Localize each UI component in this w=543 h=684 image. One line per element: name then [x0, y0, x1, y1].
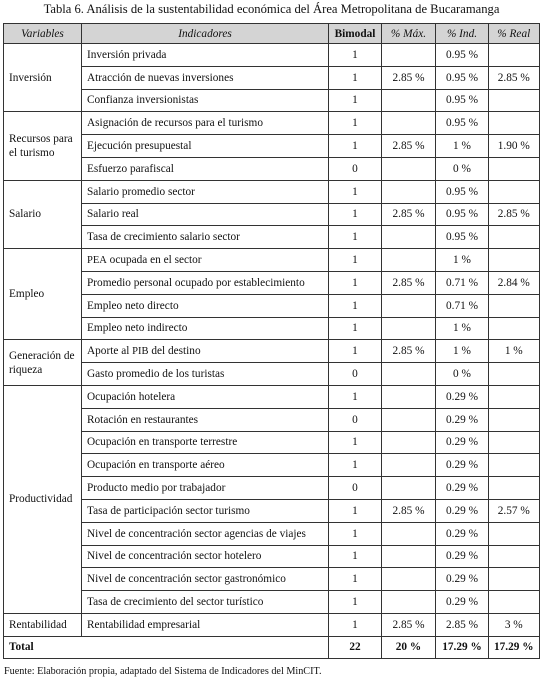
- real-cell: 3 %: [489, 613, 540, 636]
- ind-cell: 0 %: [436, 363, 489, 386]
- indicator-cell: Gasto promedio de los turistas: [82, 363, 329, 386]
- real-cell: [489, 568, 540, 591]
- header-real: % Real: [489, 24, 540, 44]
- table-body: [4, 44, 540, 659]
- max-cell: 2.85 %: [382, 271, 436, 294]
- ind-cell: 0.29 %: [436, 454, 489, 477]
- real-cell: [489, 226, 540, 249]
- bimodal-cell: 1: [329, 112, 382, 135]
- table-row: [4, 363, 540, 386]
- ind-cell: 1 %: [436, 340, 489, 363]
- bimodal-cell: 1: [329, 271, 382, 294]
- bimodal-cell: 1: [329, 385, 382, 408]
- table-row: [4, 545, 540, 568]
- max-cell: [382, 522, 436, 545]
- header-ind: % Ind.: [436, 24, 489, 44]
- max-cell: 2.85 %: [382, 66, 436, 89]
- source-note: Fuente: Elaboración propia, adaptado del Sistema de Indicadores del MinCIT.: [4, 666, 322, 677]
- indicator-cell: Empleo neto indirecto: [82, 317, 329, 340]
- table-row: [4, 271, 540, 294]
- table-row: [4, 44, 540, 67]
- indicator-cell: Ejecución presupuestal: [82, 135, 329, 158]
- max-cell: [382, 591, 436, 614]
- max-cell: [382, 454, 436, 477]
- ind-cell: 0.71 %: [436, 271, 489, 294]
- table-row: [4, 249, 540, 272]
- real-cell: [489, 431, 540, 454]
- variable-cell: Recursos para el turismo: [4, 112, 82, 180]
- indicator-cell: Nivel de concentración sector hotelero: [82, 545, 329, 568]
- table-row: [4, 568, 540, 591]
- bimodal-cell: 0: [329, 477, 382, 500]
- real-cell: [489, 180, 540, 203]
- ind-cell: 0.29 %: [436, 408, 489, 431]
- real-cell: [489, 545, 540, 568]
- variable-cell: Rentabilidad: [4, 613, 82, 636]
- table-row: [4, 66, 540, 89]
- bimodal-cell: 1: [329, 203, 382, 226]
- indicator-cell: Inversión privada: [82, 44, 329, 67]
- table-row: [4, 522, 540, 545]
- indicator-cell: Salario real: [82, 203, 329, 226]
- header-bimodal: Bimodal: [329, 24, 382, 44]
- bimodal-cell: 1: [329, 226, 382, 249]
- bimodal-cell: 0: [329, 408, 382, 431]
- indicator-cell: Asignación de recursos para el turismo: [82, 112, 329, 135]
- max-cell: 2.85 %: [382, 135, 436, 158]
- indicator-cell: Tasa de participación sector turismo: [82, 499, 329, 522]
- total-real: 17.29 %: [489, 636, 540, 658]
- ind-cell: 1 %: [436, 135, 489, 158]
- indicator-cell: Producto medio por trabajador: [82, 477, 329, 500]
- table-row: [4, 226, 540, 249]
- real-cell: [489, 44, 540, 67]
- ind-cell: 0 %: [436, 157, 489, 180]
- ind-cell: 0.29 %: [436, 385, 489, 408]
- table-row: [4, 89, 540, 112]
- indicator-cell: Atracción de nuevas inversiones: [82, 66, 329, 89]
- bimodal-cell: 0: [329, 363, 382, 386]
- real-cell: [489, 522, 540, 545]
- variable-cell: Generación de riqueza: [4, 340, 82, 386]
- table-row: [4, 613, 540, 636]
- variable-cell: Empleo: [4, 249, 82, 340]
- max-cell: [382, 249, 436, 272]
- max-cell: 2.85 %: [382, 613, 436, 636]
- indicator-cell: [82, 249, 329, 272]
- max-cell: [382, 157, 436, 180]
- total-ind: 17.29 %: [436, 636, 489, 658]
- max-cell: 2.85 %: [382, 340, 436, 363]
- indicator-cell: Tasa de crecimiento del sector turístico: [82, 591, 329, 614]
- ind-cell: 1 %: [436, 249, 489, 272]
- table-row: [4, 340, 540, 363]
- max-cell: [382, 180, 436, 203]
- max-cell: [382, 431, 436, 454]
- real-cell: [489, 454, 540, 477]
- indicator-cell: Ocupación hotelera: [82, 385, 329, 408]
- table-row: [4, 477, 540, 500]
- table-row: [4, 499, 540, 522]
- indicator-cell: Promedio personal ocupado por establecimiento: [82, 271, 329, 294]
- max-cell: [382, 226, 436, 249]
- indicator-cell: [82, 340, 329, 363]
- real-cell: [489, 317, 540, 340]
- sustainability-table: [3, 23, 540, 659]
- table-row: [4, 135, 540, 158]
- table-row: [4, 294, 540, 317]
- variable-cell: Productividad: [4, 385, 82, 613]
- total-max: 20 %: [382, 636, 436, 658]
- ind-cell: 0.95 %: [436, 112, 489, 135]
- real-cell: [489, 363, 540, 386]
- ind-cell: 0.29 %: [436, 499, 489, 522]
- real-cell: [489, 249, 540, 272]
- indicator-cell: Nivel de concentración sector gastronómico: [82, 568, 329, 591]
- acronym-text: PIB: [132, 346, 149, 358]
- table-row: [4, 203, 540, 226]
- table-row: [4, 431, 540, 454]
- total-label: Total: [4, 636, 329, 658]
- real-cell: 2.84 %: [489, 271, 540, 294]
- table-row: [4, 157, 540, 180]
- bimodal-cell: 1: [329, 89, 382, 112]
- table-row: [4, 317, 540, 340]
- indicator-cell: Tasa de crecimiento salario sector: [82, 226, 329, 249]
- table-row: [4, 180, 540, 203]
- real-cell: [489, 408, 540, 431]
- max-cell: [382, 363, 436, 386]
- bimodal-cell: 1: [329, 522, 382, 545]
- max-cell: [382, 112, 436, 135]
- indicator-cell: Confianza inversionistas: [82, 89, 329, 112]
- max-cell: 2.85 %: [382, 499, 436, 522]
- real-cell: [489, 89, 540, 112]
- ind-cell: 1 %: [436, 317, 489, 340]
- max-cell: 2.85 %: [382, 203, 436, 226]
- bimodal-cell: 1: [329, 135, 382, 158]
- bimodal-cell: 1: [329, 180, 382, 203]
- real-cell: [489, 477, 540, 500]
- indicator-text: Aporte al: [87, 345, 133, 358]
- bimodal-cell: 1: [329, 591, 382, 614]
- header-indicadores: Indicadores: [82, 24, 329, 44]
- header-row: [4, 24, 540, 44]
- table-row: [4, 385, 540, 408]
- bimodal-cell: 1: [329, 431, 382, 454]
- bimodal-cell: 1: [329, 249, 382, 272]
- bimodal-cell: 1: [329, 568, 382, 591]
- table-row: [4, 454, 540, 477]
- ind-cell: 0.29 %: [436, 591, 489, 614]
- table-caption: Tabla 6. Análisis de la sustentabilidad económica del Área Metropolitana de Bucaramanga: [43, 2, 500, 16]
- ind-cell: 0.95 %: [436, 66, 489, 89]
- real-cell: 2.57 %: [489, 499, 540, 522]
- bimodal-cell: 1: [329, 44, 382, 67]
- ind-cell: 0.29 %: [436, 568, 489, 591]
- table-row: [4, 408, 540, 431]
- real-cell: 1 %: [489, 340, 540, 363]
- header-max: % Máx.: [382, 24, 436, 44]
- indicator-cell: Rentabilidad empresarial: [82, 613, 329, 636]
- bimodal-cell: 0: [329, 157, 382, 180]
- max-cell: [382, 294, 436, 317]
- real-cell: [489, 385, 540, 408]
- ind-cell: 0.95 %: [436, 203, 489, 226]
- real-cell: 1.90 %: [489, 135, 540, 158]
- variable-cell: Salario: [4, 180, 82, 248]
- indicator-cell: Empleo neto directo: [82, 294, 329, 317]
- max-cell: [382, 477, 436, 500]
- max-cell: [382, 385, 436, 408]
- ind-cell: 0.95 %: [436, 44, 489, 67]
- table-row: [4, 112, 540, 135]
- ind-cell: 0.29 %: [436, 522, 489, 545]
- ind-cell: 2.85 %: [436, 613, 489, 636]
- max-cell: [382, 317, 436, 340]
- total-bimodal: 22: [329, 636, 382, 658]
- real-cell: [489, 112, 540, 135]
- max-cell: [382, 408, 436, 431]
- variable-cell: Inversión: [4, 44, 82, 112]
- bimodal-cell: 1: [329, 454, 382, 477]
- ind-cell: 0.29 %: [436, 477, 489, 500]
- indicator-cell: Ocupación en transporte terrestre: [82, 431, 329, 454]
- indicator-cell: Salario promedio sector: [82, 180, 329, 203]
- ind-cell: 0.95 %: [436, 226, 489, 249]
- ind-cell: 0.95 %: [436, 180, 489, 203]
- real-cell: [489, 591, 540, 614]
- max-cell: [382, 89, 436, 112]
- ind-cell: 0.29 %: [436, 431, 489, 454]
- real-cell: 2.85 %: [489, 203, 540, 226]
- total-row: [4, 636, 540, 658]
- ind-cell: 0.95 %: [436, 89, 489, 112]
- real-cell: [489, 157, 540, 180]
- acronym-text: PEA: [87, 255, 107, 267]
- bimodal-cell: 1: [329, 294, 382, 317]
- bimodal-cell: 1: [329, 545, 382, 568]
- indicator-cell: Ocupación en transporte aéreo: [82, 454, 329, 477]
- max-cell: [382, 44, 436, 67]
- real-cell: 2.85 %: [489, 66, 540, 89]
- ind-cell: 0.29 %: [436, 545, 489, 568]
- indicator-text: ocupada en el sector: [106, 254, 202, 267]
- header-variables: Variables: [4, 24, 82, 44]
- indicator-cell: Esfuerzo parafiscal: [82, 157, 329, 180]
- bimodal-cell: 1: [329, 340, 382, 363]
- bimodal-cell: 1: [329, 66, 382, 89]
- indicator-text-tail: del destino: [148, 345, 201, 358]
- max-cell: [382, 568, 436, 591]
- indicator-cell: Nivel de concentración sector agencias de viajes: [82, 522, 329, 545]
- bimodal-cell: 1: [329, 317, 382, 340]
- real-cell: [489, 294, 540, 317]
- indicator-cell: Rotación en restaurantes: [82, 408, 329, 431]
- bimodal-cell: 1: [329, 613, 382, 636]
- ind-cell: 0.71 %: [436, 294, 489, 317]
- table-row: [4, 591, 540, 614]
- bimodal-cell: 1: [329, 499, 382, 522]
- max-cell: [382, 545, 436, 568]
